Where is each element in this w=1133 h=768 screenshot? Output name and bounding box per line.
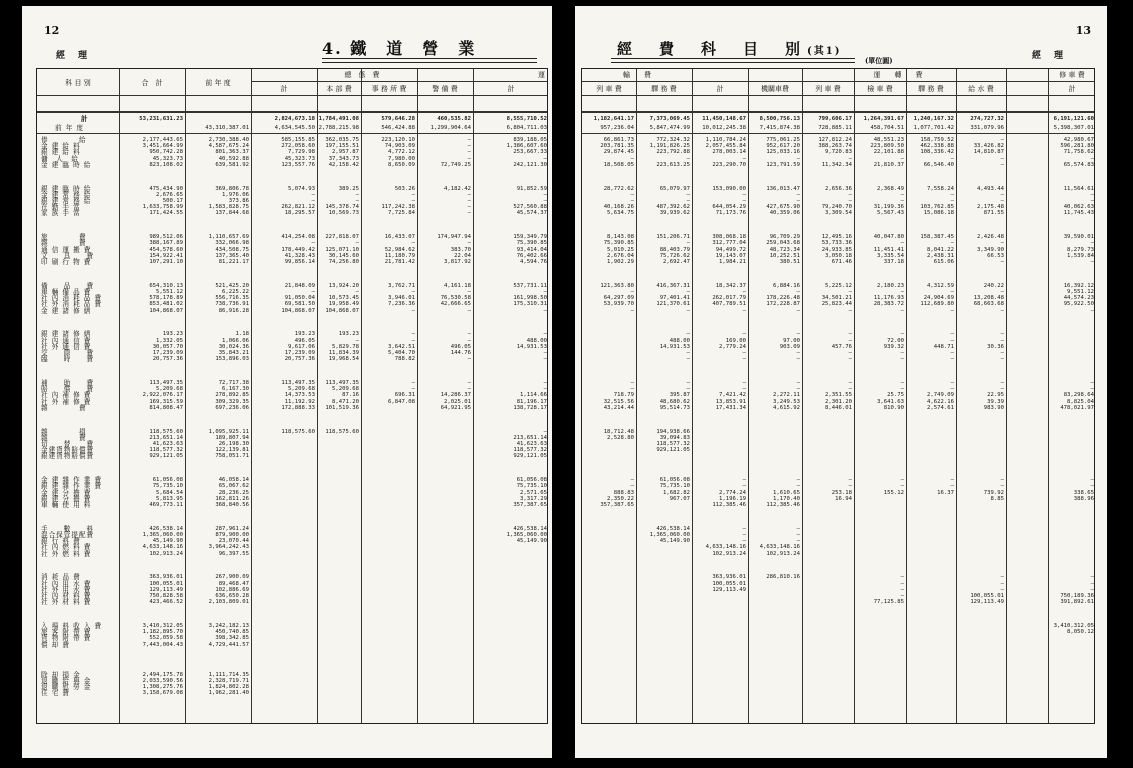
col-header-total: 合 計: [141, 79, 163, 87]
r-cell-col_shusha-g10: — — — 750,189.36 391,892.61: [1060, 574, 1094, 606]
cell-col_jimu-g1: 223,120.10 74,903.09 4,772.12 7,980.00 8,650.09: [381, 137, 415, 168]
left-page-number: 12: [44, 24, 60, 37]
r-cell-col_shusha-g4: 16,392.12 9,551.12 44,574.23 95,922.50 —: [1063, 282, 1094, 314]
r-cell-col_kikan-g1: 775,061.25 952,617.20 125,033.16 — 123,791.59: [766, 137, 800, 168]
r-cell-total-col_kyusui: 274,727.32: [970, 116, 1004, 122]
row-label: 金 建 臨 時 給: [41, 160, 92, 169]
row-label: 銀 建 雜 作 業 費: [41, 482, 103, 491]
r-cell-prev-col_kei: 10,012,245.38: [702, 125, 746, 131]
r-cell-col_ekimu-g7: 194,938.66 39,094.83 118,577.32 929,121.05: [656, 428, 690, 454]
row-label: 銀 行 料 費: [41, 537, 81, 546]
row-label: 住 宅 費: [41, 689, 70, 698]
r-cell-prev-col_kikan: 7,415,874.38: [759, 125, 800, 131]
row-label: 金 建 雜 作 業 費: [41, 476, 103, 485]
row-label: 交 際 費: [41, 349, 95, 357]
r-col-header-kikansha: 機關車費: [761, 85, 789, 93]
cell-col_unten-g5: — 488.00 14,931.53 — —: [516, 331, 547, 363]
r-cell-col_ressha-g6: — — 718.79 32,515.56 43,214.44: [603, 380, 634, 411]
cell-col_prev-g4: 521,425.20 6,225.22 556,716.35 738,736.91 86,916.28: [215, 282, 249, 314]
row-label: 社 外 燃 料 費: [41, 549, 92, 558]
cell-total-col_keibi: 460,535.82: [437, 116, 471, 122]
title-underline: [322, 58, 537, 63]
cell-col_jimu-g3: 16,433.07 — 52,984.62 11,180.79 21,781.42: [384, 234, 415, 265]
cell-col_jimu-g4: 3,762.71 — 3,946.01 7,236.36 —: [388, 282, 415, 314]
cell-col_prev-g10: 267,900.09 89,468.47 102,886.69 636,650.28 2,103,809.01: [208, 574, 249, 606]
r-cell-prev-col_kyusui: 331,079.96: [970, 125, 1004, 131]
row-label: 金建貨物賠償費: [41, 446, 95, 455]
cell-col_total-g5: 193.23 1,332.05 30,057.70 17,239.09 20,757.36: [152, 331, 183, 363]
row-label: 雜 費: [41, 403, 87, 412]
r-cell-col_ekimu2-g5: — — 448.71 — —: [933, 331, 954, 363]
cell-col_kei-g4: 21,848.09 — 91,050.04 69,581.50 104,868.07: [281, 282, 315, 314]
row-label: 社 外 消 耗 品 費: [41, 300, 103, 309]
col-header-subject: 科 目 別: [65, 79, 91, 87]
left-running-head: 經 理: [56, 51, 90, 61]
r-cell-col_ekimu-g4: 416,367.31 — 97,401.41 121,370.61 —: [656, 282, 690, 314]
r-cell-col_kei-g6: — — 7,421.42 13,853.91 17,431.34: [715, 380, 746, 411]
r-col-header-kei: 計: [716, 85, 724, 93]
col-header-kei: 計: [280, 85, 288, 93]
cell-col_kei-g6: 113,497.35 5,209.68 14,373.53 11,192.92 172,888.33: [281, 380, 315, 411]
r-cell-col_ressha-g1: 66,861.73 203,781.35 29,874.45 — 18,508.05: [600, 137, 634, 168]
r-col-header-shusha-kei: 計: [1068, 85, 1076, 93]
r-cell-col_kei-g10: 363,936.01 100,055.01 129,113.49: [712, 574, 746, 593]
r-cell-col_kensha-g4: 2,180.23 — 11,176.93 28,383.72 —: [873, 282, 904, 314]
right-title-underline: [611, 58, 855, 63]
cell-col_total-g10: 363,936.01 100,055.01 129,113.49 750,828.58 423,466.52: [149, 574, 183, 606]
r-cell-col_ekimu2-g8: — — 16.37: [937, 477, 954, 496]
r-cell-col_ressha2-g5: — — 457.76 — —: [831, 331, 852, 363]
row-label: 金 建 諸 修 繕: [41, 306, 92, 315]
cell-col_jimu-g6: — — 696.31 6,847.08: [388, 380, 415, 405]
cell-col_kei-g5: 193.23 496.05 9,617.06 17,239.09 20,757.36: [284, 331, 315, 363]
cell-col_total-g2: 475,434.90 2,676.65 500.17 1,633,758.99 171,424.55: [142, 185, 183, 217]
r-cell-col_kei-g8: — — 2,774.24 1,196.19 112,385.46: [712, 477, 746, 508]
right-running-head: 經 理: [1031, 51, 1065, 61]
row-label: 車 輛 備 品 費: [41, 288, 92, 296]
cell-col_prev-g5: 1.18 1,066.06 30,024.36 35,843.21 153,896.03: [215, 331, 249, 363]
cell-col_prev-g12: 1,111,714.35 2,328,719.71 1,824,802.28 1,962,281.40: [208, 671, 249, 697]
left-table: [36, 68, 548, 724]
row-label: 傭 人 給: [41, 154, 79, 163]
row-label: 通 信 運 搬 費: [41, 245, 92, 254]
cell-col_unten-g3: 159,349.79 75,390.85 93,414.04 76,402.66 4,594.76: [513, 234, 547, 265]
row-label: 社 外 材 料 費: [41, 598, 92, 607]
cell-col_total-g12: 2,494,175.78 2,033,590.56 1,308,275.76 3,158,679.08: [142, 671, 183, 697]
r-cell-col_ressha-g7: 18,712.48 2,528.80: [603, 428, 634, 441]
row-label-total: 計: [81, 115, 89, 123]
right-table: [581, 68, 1095, 724]
row-label: 雜 損: [41, 427, 87, 436]
group-header-yuso: 輸 費: [623, 71, 651, 79]
r-cell-col_kensha-g3: 40,047.80 — 11,451.41 3,335.54 337.18: [873, 234, 904, 265]
r-cell-col_kikan-g2: 136,013.47 — — 427,675.90 40,359.06: [766, 185, 800, 217]
cell-col_prev-g7: 1,095,925.11 189,807.94 26,198.30 122,139.81 758,051.71: [208, 428, 249, 460]
cell-prev-col_keibi: 1,299,904.64: [430, 125, 471, 131]
row-label: 社 內 材 料 費: [41, 592, 92, 600]
r-cell-col_kyusui-g10: — — — 100,055.01 129,113.49: [970, 574, 1004, 606]
col-header-keibi: 警 備 費: [432, 85, 458, 93]
col-header-honbu: 本 部 費: [326, 85, 352, 93]
r-cell-col_kei-g4: 18,342.37 — 262,017.79 407,789.51 —: [712, 282, 746, 314]
r-cell-col_shusha-g1: 42,980.67 596,281.80 71,758.62 — 65,574.83: [1060, 137, 1094, 168]
r-cell-col_kyusui-g3: 2,426.48 — 3,349.90 66.53 —: [977, 234, 1004, 265]
right-page-title: 經 費 科 目 別: [617, 40, 807, 58]
r-cell-col_ressha2-g4: 5,225.12 — 34,501.21 25,823.44 —: [821, 282, 852, 314]
cell-col_total-g9: 426,538.14 1,365,060.00 45,149.90 4,633,148.16 102,913.24: [142, 525, 183, 557]
row-label: 文 具 費: [41, 251, 95, 260]
r-cell-col_ekimu-g3: 151,206.71 — 88,403.79 75,726.62 2,692.47: [656, 234, 690, 265]
cell-col_honbu-g6: 113,497.35 5,209.68 87.16 8,471.20 101,519.36: [325, 380, 359, 411]
row-label: 社 內 燃 料 費: [41, 543, 92, 552]
cell-col_keibi-g3: 174,947.94 — 383.70 22.04 3,817.92: [437, 234, 471, 265]
r-cell-col_kei-g9: — — — 4,633,148.16 102,913.24: [705, 525, 746, 557]
row-label: 退 職 給 與 金: [41, 676, 92, 685]
r-cell-total-col_kensha: 1,264,391.67: [863, 116, 904, 122]
cell-col_honbu-g4: 13,924.20 — 10,573.45 19,958.49 104,868.07: [325, 282, 359, 314]
cell-col_unten-g6: — — 1,114.66 81,196.17 138,728.17: [513, 380, 547, 411]
row-label: 在 勤 手 當: [41, 203, 81, 212]
row-label: 臨 時 費: [41, 355, 95, 364]
cell-col_kei-g1: 585,155.85 272,058.60 7,729.98 45,323.73 123,557.76: [281, 137, 315, 168]
r-cell-col_ressha-g4: 121,363.80 — 64,297.09 53,939.70 —: [600, 282, 634, 314]
r-cell-total-col_ressha2: 799,606.17: [818, 116, 852, 122]
right-page-number: 13: [1075, 24, 1091, 37]
col-header-prev-year: 前 年 度: [205, 79, 231, 87]
r-cell-total-col_kei: 11,450,148.67: [702, 116, 746, 122]
r-cell-col_ressha-g8: — — 888.83 2,350.22 357,387.65: [600, 477, 634, 508]
col-header-jimusho: 事 務 所 費: [371, 85, 407, 93]
cell-col_unten-g2: 91,852.59 — — 527,560.88 45,574.37: [513, 185, 547, 217]
left-page-title: 4. 鐵 道 營 業: [322, 39, 477, 58]
r-cell-col_kei-g2: 153,090.00 — — 644,054.29 71,173.76: [712, 185, 746, 217]
r-cell-total-col_shusha: 6,191,121.60: [1053, 116, 1094, 122]
cell-col_kei-g2: 5,074.93 — — 262,821.12 18,295.57: [281, 185, 315, 217]
right-title-suffix: (其1): [807, 46, 842, 57]
cell-col_honbu-g7: 118,575.60: [325, 428, 359, 435]
cell-col_jimu-g2: 503.26 — — 117,242.38 7,725.84: [381, 185, 415, 217]
row-label: 印 刷 行 物 費: [41, 258, 92, 266]
r-cell-col_ekimu2-g4: 4,312.59 — 24,904.69 112,689.80 —: [920, 282, 954, 314]
r-cell-col_ekimu2-g3: 158,387.45 — 8,041.22 2,438.31 615.06: [920, 234, 954, 265]
r-cell-col_kensha-g10: — — — — 77,125.85: [873, 574, 904, 606]
cell-col_total-g3: 989,512.06 388,167.89 454,578.60 154,922.41 107,291.10: [149, 234, 183, 265]
cell-col_prev-g8: 46,058.14 65,067.62 28,236.25 162,811.26 368,840.56: [215, 477, 249, 508]
cell-total-col_honbu: 1,784,491.08: [318, 116, 359, 122]
r-cell-prev-col_ressha2: 728,885.11: [818, 125, 852, 131]
r-cell-col_kei-g3: 308,068.18 312,777.04 94,499.72 19,143.07 1,984.21: [712, 234, 746, 265]
row-label: 銀 建 諸 修 繕: [41, 330, 92, 339]
r-cell-col_ressha2-g8: — — 253.18 16.94: [831, 477, 852, 502]
left-page: [22, 6, 552, 758]
r-cell-col_ekimu-g1: 772,324.32 1,191,826.25 223,792.88 — 223,613.25: [649, 137, 690, 168]
cell-col_prev-g2: 369,806.78 1,976.06 373.86 1,583,828.75 137,844.68: [208, 185, 249, 217]
row-label: 銀 建 臨 時 給: [41, 184, 92, 193]
row-label: 切 替 費: [41, 440, 95, 448]
cell-col_keibi-g4: 4,161.18 — 76,530.58 42,666.65 —: [440, 282, 471, 314]
group-header-tenten: 運 轉 費: [873, 71, 923, 79]
col-header-unten-kei: 計: [507, 85, 515, 93]
r-col-header-ressha: 列 車 費: [596, 85, 622, 93]
cell-col_honbu-g2: 389.25 — — 145,378.74 10,569.73: [325, 185, 359, 217]
row-label: 除 却 損 金: [41, 670, 81, 679]
right-page: [575, 6, 1107, 758]
row-label: 社 外 用 水 費: [41, 585, 92, 594]
unit-label: (單位圓): [865, 56, 893, 65]
r-cell-col_kei-g5: — 169.00 2,779.24 — —: [719, 331, 746, 363]
cell-col_prev-g1: 2,730,388.40 4,587,675.24 801,363.37 40,592.88 639,581.92: [208, 137, 249, 168]
row-label: 償 却 費: [41, 640, 70, 649]
cell-col_total-g4: 654,310.13 5,551.12 578,178.89 853,481.02 104,868.07: [149, 282, 183, 314]
row-label: 雜 費: [41, 239, 87, 248]
r-cell-col_ekimu2-g6: — — 2,749.09 4,622.16 2,574.61: [927, 380, 954, 411]
r-cell-col_ressha2-g1: 127,812.24 388,263.74 9,720.83 — 11,342.34: [818, 137, 852, 168]
row-label: 備 品 費: [41, 281, 95, 290]
r-cell-prev-col_ekimu: 5,847,474.99: [649, 125, 690, 131]
row-label: 家 族 手 當: [41, 209, 81, 218]
cell-col_keibi-g6: — — 14,286.37 2,025.01 64,921.95: [440, 380, 471, 411]
row-label: 俸 給: [41, 136, 87, 144]
r-cell-col_kyusui-g8: — — 739.92 8.85: [983, 477, 1004, 502]
r-cell-col_ekimu-g6: — — 395.87 48,680.62 95,514.73: [659, 380, 690, 411]
row-label: 補 助 費: [41, 379, 95, 387]
r-cell-prev-col_ekimu2: 1,077,701.42: [913, 125, 954, 131]
r-cell-col_kikan-g5: — 97.00 903.09 — —: [779, 331, 800, 363]
r-cell-prev-col_ressha: 957,236.04: [600, 125, 634, 131]
r-cell-prev-col_shusha: 5,398,307.01: [1053, 125, 1094, 131]
row-label: 社 外 補 修 費: [41, 397, 92, 406]
row-label: 退 職 慰 勞 金: [41, 683, 92, 691]
cell-col_total-g1: 2,177,443.65 3,451,664.99 950,742.28 45,323.73 823,108.02: [142, 137, 183, 168]
cell-col_kei-g7: 118,575.60: [281, 428, 315, 435]
r-cell-col_ressha-g3: 8,143.08 75,390.85 5,010.25 2,676.04 1,902.29: [603, 234, 634, 265]
r-cell-col_kyusui-g4: 240.22 — 13,208.48 68,663.68 —: [973, 282, 1004, 314]
group-header-shusha: 修 車 費: [1059, 71, 1085, 79]
cell-col_kei-g3: 414,254.08 — 178,449.42 41,328.43 99,856.14: [281, 234, 315, 265]
cell-col_unten-g8: 61,056.08 75,735.10 2,571.65 3,317.29 357,387.65: [513, 477, 547, 508]
row-label: 銀 建 給 料: [41, 148, 81, 157]
r-cell-col_shusha-g8: — — 338.65 388.96: [1073, 477, 1094, 502]
row-label-prev-year: 前 年 度: [55, 124, 84, 132]
r-cell-col_shusha-g3: 39,590.01 — 8,279.73 1,539.84 —: [1063, 234, 1094, 265]
cell-prev-col_jimu: 546,424.88: [381, 125, 415, 131]
row-label: 貨 物 附 帶 費: [41, 634, 92, 643]
cell-col_honbu-g5: 193.23 — 5,829.78 11,834.39 19,968.54: [328, 331, 359, 363]
r-cell-col_kikan-g8: — — 1,610.65 1,170.40 112,385.46: [766, 477, 800, 508]
row-label: 雜 費: [41, 433, 87, 442]
cell-col_honbu-g3: 227,818.07 — 125,071.10 30,145.60 74,256.80: [325, 234, 359, 265]
row-label: 車 輛 使 用 料: [41, 501, 92, 509]
row-label: 社 內 消 耗 品 費: [41, 294, 103, 303]
r-cell-col_ekimu-g9: 426,538.14 1,365,060.00 45,149.90: [649, 525, 690, 545]
r-cell-prev-col_kensha: 458,704.51: [870, 125, 904, 131]
r-cell-col_kyusui-g5: — — 30.36 — —: [987, 331, 1004, 363]
cell-col_prev-g11: 3,242,182.13 450,740.85 398,342.85 4,729,441.57: [208, 623, 249, 648]
r-col-header-ekimu2: 驛 務 費: [918, 85, 944, 93]
row-label: 金 建 分 擔 費: [41, 488, 92, 497]
row-label: 入 場 料 收 入 費: [41, 622, 103, 630]
cell-col_jimu-g5: — — 3,642.51 5,404.70 788.82: [388, 331, 415, 363]
cell-col_total-g7: 118,575.60 213,651.14 41,623.63 118,577.32 929,121.05: [149, 428, 183, 460]
r-col-header-ressha2: 列 車 費: [815, 85, 841, 93]
cell-col_total-g11: 3,410,312.05 1,182,895.70 552,059.58 7,443,004.43: [142, 623, 183, 648]
r-cell-col_kensha-g6: — — 25.75 3,641.63 810.90: [877, 380, 904, 411]
group-header-sokei: 總 係 費: [344, 71, 380, 79]
r-cell-col_ressha2-g2: 2,656.36 — — 79,240.70 3,309.54: [821, 185, 852, 217]
row-label: 銀 建 分 擔 費: [41, 494, 92, 503]
r-cell-col_ressha2-g3: 12,495.16 53,733.36 24,933.85 3,050.18 671.46: [821, 234, 852, 265]
r-cell-col_shusha-g11: 3,410,312.05 8,050.12: [1053, 623, 1094, 636]
cell-col_unten-g7: — 213,651.14 41,623.63 118,577.32 929,121.05: [513, 428, 547, 460]
r-cell-total-col_ekimu2: 1,240,167.32: [913, 116, 954, 122]
r-col-header-ekimu: 驛 務 費: [651, 85, 677, 93]
r-cell-col_kensha-g5: — 72.00 939.32 — —: [883, 331, 904, 363]
r-cell-col_ressha-g2: 28,772.62 — — 40,168.26 5,634.75: [603, 185, 634, 217]
r-cell-col_kikan-g9: — — — 4,633,148.16 102,913.24: [759, 525, 800, 557]
cell-col_total-g8: 61,056.08 75,735.10 5,684.54 5,813.95 469,773.11: [149, 477, 183, 508]
r-cell-col_kikan-g4: 6,884.16 — 178,226.48 172,228.87 —: [766, 282, 800, 314]
r-cell-col_ekimu-g2: 65,079.97 — — 487,392.62 39,939.62: [656, 185, 690, 217]
r-cell-col_kensha-g8: — — 155.12: [883, 477, 904, 496]
row-label: 社 外 通 信 費: [41, 342, 92, 351]
r-cell-col_kensha-g2: 2,368.49 — — 31,199.36 5,567.43: [873, 185, 904, 217]
cell-col_keibi-g1: — — — — 72,749.25: [440, 137, 471, 168]
cell-col_keibi-g2: 4,182.42 — — — —: [444, 185, 471, 217]
cell-col_total-g6: 113,497.35 5,209.68 2,922,076.17 169,315.59 814,808.47: [142, 380, 183, 411]
row-label: 金 建 給 料: [41, 142, 81, 151]
r-cell-total-col_kikan: 8,500,756.13: [759, 116, 800, 122]
row-label: 消 耗 品 費: [41, 573, 81, 582]
r-cell-col_ressha2-g6: — — 2,351.55 2,301.20 8,446.01: [825, 380, 852, 411]
cell-prev-col_kei: 4,634,545.50: [274, 125, 315, 131]
r-cell-col_kikan-g10: 286,810.16: [766, 574, 800, 581]
row-label: 社 內 用 水 費: [41, 579, 92, 588]
r-cell-total-col_ekimu: 7,373,069.45: [649, 116, 690, 122]
group-header-unten: 運: [538, 71, 545, 79]
row-label: 金 建 常 務 給: [41, 190, 92, 199]
cell-prev-col_prev: 43,310,387.01: [205, 125, 249, 131]
cell-total-col_total: 53,231,631.23: [139, 116, 183, 122]
r-col-header-kyusui: 給 水 費: [968, 85, 994, 93]
row-label: 社 內 補 修 費: [41, 391, 92, 400]
cell-col_prev-g3: 1,110,657.69 332,066.98 434,508.75 137,365.40 81,221.17: [208, 234, 249, 265]
r-cell-total-col_ressha: 1,182,641.17: [593, 116, 634, 122]
cell-col_honbu-g1: 362,035.75 197,155.51 2,957.87 37,343.73 42,158.42: [325, 137, 359, 168]
r-cell-col_ekimu2-g1: 158,759.52 462,338.88 108,336.42 — 66,546.40: [920, 137, 954, 168]
cell-prev-col_honbu: 2,788,215.98: [318, 125, 359, 131]
cell-prev-col_unten: 6,804,711.03: [506, 125, 547, 131]
cell-col_prev-g6: 72,717.38 6,167.30 278,892.85 309,329.35 697,236.06: [215, 380, 249, 411]
r-cell-col_shusha-g6: — — 83,298.64 8,825.04 478,021.97: [1060, 380, 1094, 411]
cell-col_unten-g9: 426,538.14 1,365,060.00 45,149.90: [506, 525, 547, 545]
row-label: 混合保管提配費: [41, 531, 95, 539]
cell-total-col_unten: 8,555,710.52: [506, 116, 547, 122]
row-label: 銀建貨物賠償費: [41, 452, 95, 461]
row-label: 旅 費: [41, 233, 87, 242]
r-cell-col_kei-g1: 1,110,784.24 2,057,455.84 278,003.14 — 223,290.70: [705, 137, 746, 168]
cell-col_unten-g4: 537,731.11 — 161,998.50 175,310.31 —: [513, 282, 547, 314]
r-col-header-kensha: 檢 車 費: [867, 85, 893, 93]
r-cell-col_kyusui-g2: 4,493.44 — — 2,175.48 871.55: [977, 185, 1004, 217]
row-label: 銀 建 常 務 給: [41, 197, 92, 205]
r-cell-col_shusha-g2: 11,564.61 — — 40,062.63 11,745.43: [1063, 185, 1094, 217]
cell-total-col_kei: 2,824,673.18: [274, 116, 315, 122]
cell-col_keibi-g5: — — 496.05 144.76 —: [450, 331, 471, 363]
r-cell-col_ekimu-g8: 61,056.08 75,735.10 1,682.82 967.07: [659, 477, 690, 502]
row-label: 賠 償 費: [41, 385, 95, 394]
r-cell-col_ekimu2-g2: 7,558.24 — — 103,762.85 15,086.18: [920, 185, 954, 217]
cell-col_unten-g1: 839,188.05 1,386,607.60 253,667.33 — 242,121.30: [506, 137, 547, 168]
cell-total-col_jimu: 579,646.28: [381, 116, 415, 122]
r-cell-col_ekimu-g5: — 488.00 14,931.53 — —: [659, 331, 690, 363]
cell-col_prev-g9: 287,961.24 879,900.00 23,070.44 3,964,242.43 96,397.55: [208, 525, 249, 557]
r-cell-col_kikan-g3: 96,709.29 259,043.68 48,723.34 10,252.51 380.51: [766, 234, 800, 265]
row-label: 旅 客 附 帶 費: [41, 628, 92, 637]
r-cell-col_kyusui-g6: — — 22.95 39.39 983.90: [983, 380, 1004, 411]
row-label: 手 數 料: [41, 524, 95, 533]
r-cell-col_kikan-g6: — — 2,272.11 3,249.53 4,615.92: [773, 380, 800, 411]
row-label: 社 內 通 信 費: [41, 336, 92, 345]
r-cell-col_kyusui-g1: — 33,426.82 14,810.87 — —: [973, 137, 1004, 168]
r-cell-col_kensha-g1: 48,551.23 223,809.50 22,101.88 — 21,810.37: [870, 137, 904, 168]
